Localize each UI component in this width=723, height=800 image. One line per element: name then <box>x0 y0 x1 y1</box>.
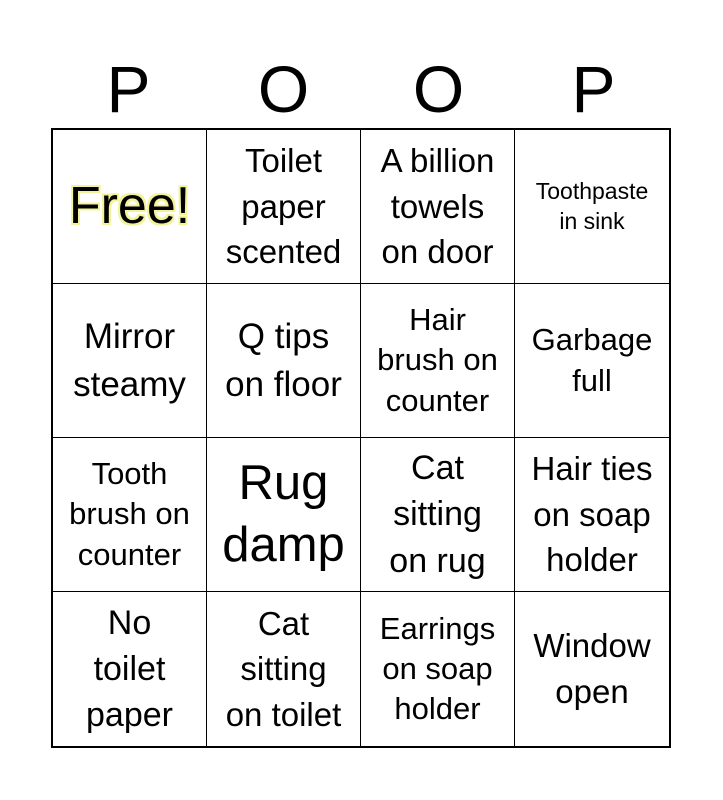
bingo-cell-label: Earrings on soap holder <box>379 610 496 727</box>
free-space-label: Free! <box>68 177 191 236</box>
bingo-header <box>51 50 671 128</box>
bingo-cell-label: Hair brush on counter <box>377 302 498 418</box>
bingo-cell-label: Cat sitting on rug <box>389 449 486 580</box>
bingo-cell-r4c2[interactable] <box>207 592 361 746</box>
bingo-cell-label: Mirror steamy <box>73 316 186 404</box>
bingo-cell-r2c2[interactable] <box>207 284 361 438</box>
bingo-cell-label: Window open <box>533 627 651 710</box>
bingo-cell-label: Toothpaste in sink <box>535 178 649 234</box>
bingo-cell-label: Toilet paper scented <box>225 142 342 271</box>
bingo-cell-r4c3[interactable] <box>361 592 515 746</box>
bingo-cell-r4c1[interactable] <box>53 592 207 746</box>
bingo-cell-label: Rug damp <box>222 455 345 572</box>
header-letter-o-1: O <box>257 52 310 126</box>
bingo-cell-r1c3[interactable] <box>361 130 515 284</box>
bingo-cell-r3c2[interactable] <box>207 438 361 592</box>
bingo-cell-r4c4[interactable] <box>515 592 669 746</box>
bingo-cell-label: No toilet paper <box>86 603 173 735</box>
bingo-cell-r2c4[interactable] <box>515 284 669 438</box>
header-letter-p-2: P <box>571 52 616 126</box>
bingo-cell-r3c4[interactable] <box>515 438 669 592</box>
bingo-cell-free[interactable] <box>53 130 207 284</box>
bingo-cell-r3c3[interactable] <box>361 438 515 592</box>
bingo-cell-label: Cat sitting on toilet <box>225 604 342 733</box>
header-letter-p-1: P <box>106 52 151 126</box>
bingo-cell-r2c1[interactable] <box>53 284 207 438</box>
bingo-cell-r1c2[interactable] <box>207 130 361 284</box>
bingo-cell-r3c1[interactable] <box>53 438 207 592</box>
bingo-cell-label: Tooth brush on counter <box>69 456 190 572</box>
bingo-cell-r2c3[interactable] <box>361 284 515 438</box>
bingo-cell-label: A billion towels on door <box>380 142 495 271</box>
bingo-cell-label: Garbage full <box>531 322 653 398</box>
bingo-cell-label: Q tips on floor <box>225 316 342 404</box>
bingo-cell-r1c4[interactable] <box>515 130 669 284</box>
header-letter-o-2: O <box>412 52 465 126</box>
bingo-board <box>51 128 671 748</box>
bingo-cell-label: Hair ties on soap holder <box>531 450 653 579</box>
